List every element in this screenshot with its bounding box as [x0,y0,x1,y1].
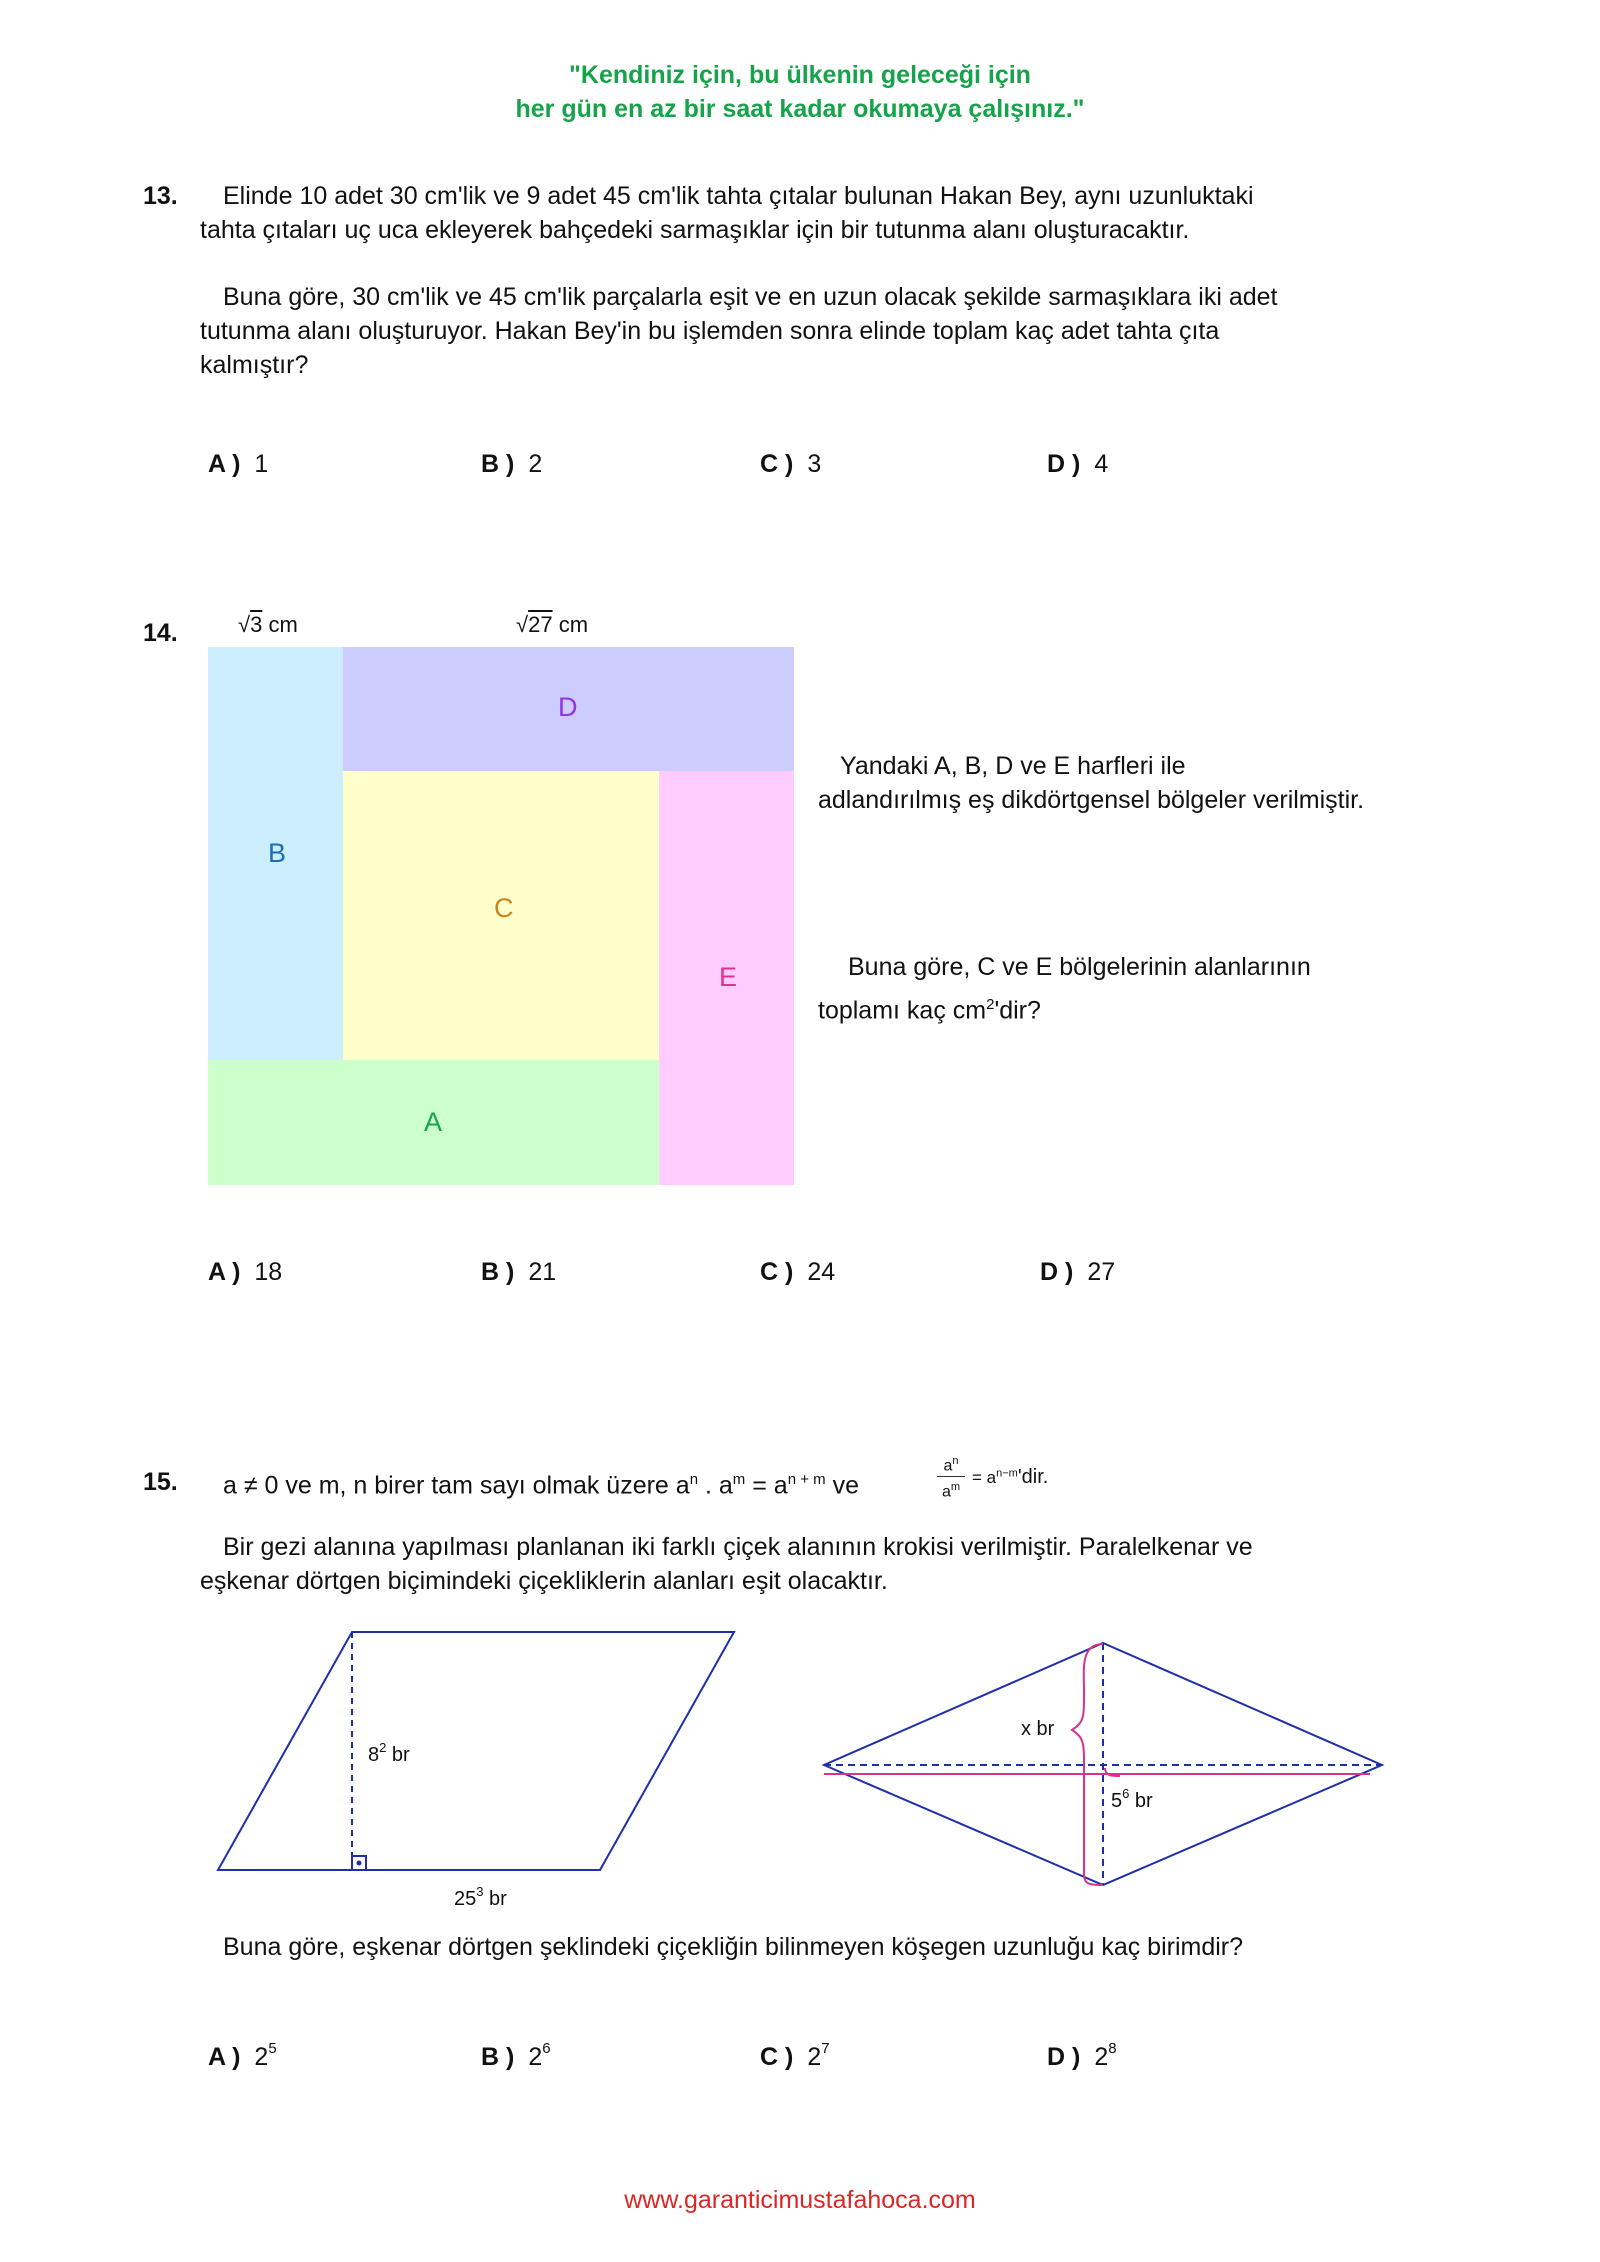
question-number: 15. [143,1468,178,1496]
parallelogram-shape [218,1632,734,1870]
option-d[interactable]: D ) 4 [1047,450,1109,478]
rhombus-x-label: x br [1021,1718,1055,1740]
rhombus-half-diagonal-label: $5^6$ br [1111,1786,1153,1812]
option-c[interactable]: C ) $2^7$ [760,2040,830,2071]
option-a[interactable]: A ) 18 [208,1258,283,1286]
option-d[interactable]: D ) $2^8$ [1047,2040,1117,2071]
q13-para1-line2: tahta çıtaları uç uca ekleyerek bahçedeki sarmaşıklar için bir tutunma alanı oluşturacaktır. [200,216,1190,244]
q15-question: Buna göre, eşkenar dörtgen şeklindeki çiçekliğin bilinmeyen köşegen uzunluğu kaç birimdir? [223,1933,1244,1961]
header-quote [0,58,1600,126]
quote-line-2: her gün en az bir saat kadar okumaya çalışınız." [515,95,1085,123]
option-c[interactable]: C ) 3 [760,450,822,478]
region-e-label: E [719,962,738,992]
quote-line-1: "Kendiniz için, bu ülkenin geleceği için [569,61,1031,89]
right-angle-dot [357,1861,362,1866]
rhombus-diagram [800,1630,1400,1890]
q13-para2-line1: Buna göre, 30 cm'lik ve 45 cm'lik parçalarla eşit ve en uzun olacak şekilde sarmaşıklara iki adet [223,283,1278,311]
q13-para2-line2: tutunma alanı oluşturuyor. Hakan Bey'in bu işlemden sonra elinde toplam kaç adet tahta çıta [200,317,1220,345]
option-a[interactable]: A ) 1 [208,450,269,478]
q15-para-line1: Bir gezi alanına yapılması planlanan iki farklı çiçek alanının krokisi verilmiştir. Paralelkenar ve [223,1533,1253,1561]
region-a-label: A [424,1107,443,1137]
region-b-label: B [268,838,287,868]
q14-question-line1: Buna göre, C ve E bölgelerinin alanlarının [848,953,1311,981]
footer-url[interactable]: www.garanticimustafahoca.com [624,2186,976,2214]
q13-para2-line3: kalmıştır? [200,351,309,379]
option-d[interactable]: D ) 27 [1040,1258,1116,1286]
q14-side-line2: adlandırılmış eş dikdörtgensel bölgeler verilmiştir. [818,786,1365,814]
division-result: = $a^{n-m}'dir$. [972,1466,1049,1488]
q15-rule: a ≠ 0 ve m, n birer tam sayı olmak üzere $a^n$ . $a^m = a^{n + m}$ ve [223,1471,859,1500]
region-d-label: D [558,692,578,722]
division-fraction: $a^n$ $a^m$ [934,1452,968,1502]
q15-para-line2: eşkenar dörtgen biçimindeki çiçekliklerin alanları eşit olacaktır. [200,1567,888,1595]
q13-para1-line1: Elinde 10 adet 30 cm'lik ve 9 adet 45 cm'lik tahta çıtalar bulunan Hakan Bey, aynı uzunluktaki [223,182,1254,210]
option-a[interactable]: A ) $2^5$ [208,2040,277,2071]
dimension-large: √27 cm [516,612,589,637]
dimension-small: √3 cm [238,612,298,637]
option-b[interactable]: B ) $2^6$ [481,2040,551,2071]
q14-question-line2: toplamı kaç $cm^2'dir$? [818,996,1041,1025]
question-number: 13. [143,182,178,210]
option-b[interactable]: B ) 21 [481,1258,557,1286]
option-c[interactable]: C ) 24 [760,1258,836,1286]
q14-side-line1: Yandaki A, B, D ve E harfleri ile [840,752,1186,780]
parallelogram-base-label: $25^3$ br [454,1884,507,1910]
parallelogram-diagram [200,1620,760,1920]
question-number: 14. [143,619,178,647]
option-b[interactable]: B ) 2 [481,450,543,478]
parallelogram-height-label: $8^2$ br [368,1740,410,1766]
region-c-label: C [494,893,514,923]
